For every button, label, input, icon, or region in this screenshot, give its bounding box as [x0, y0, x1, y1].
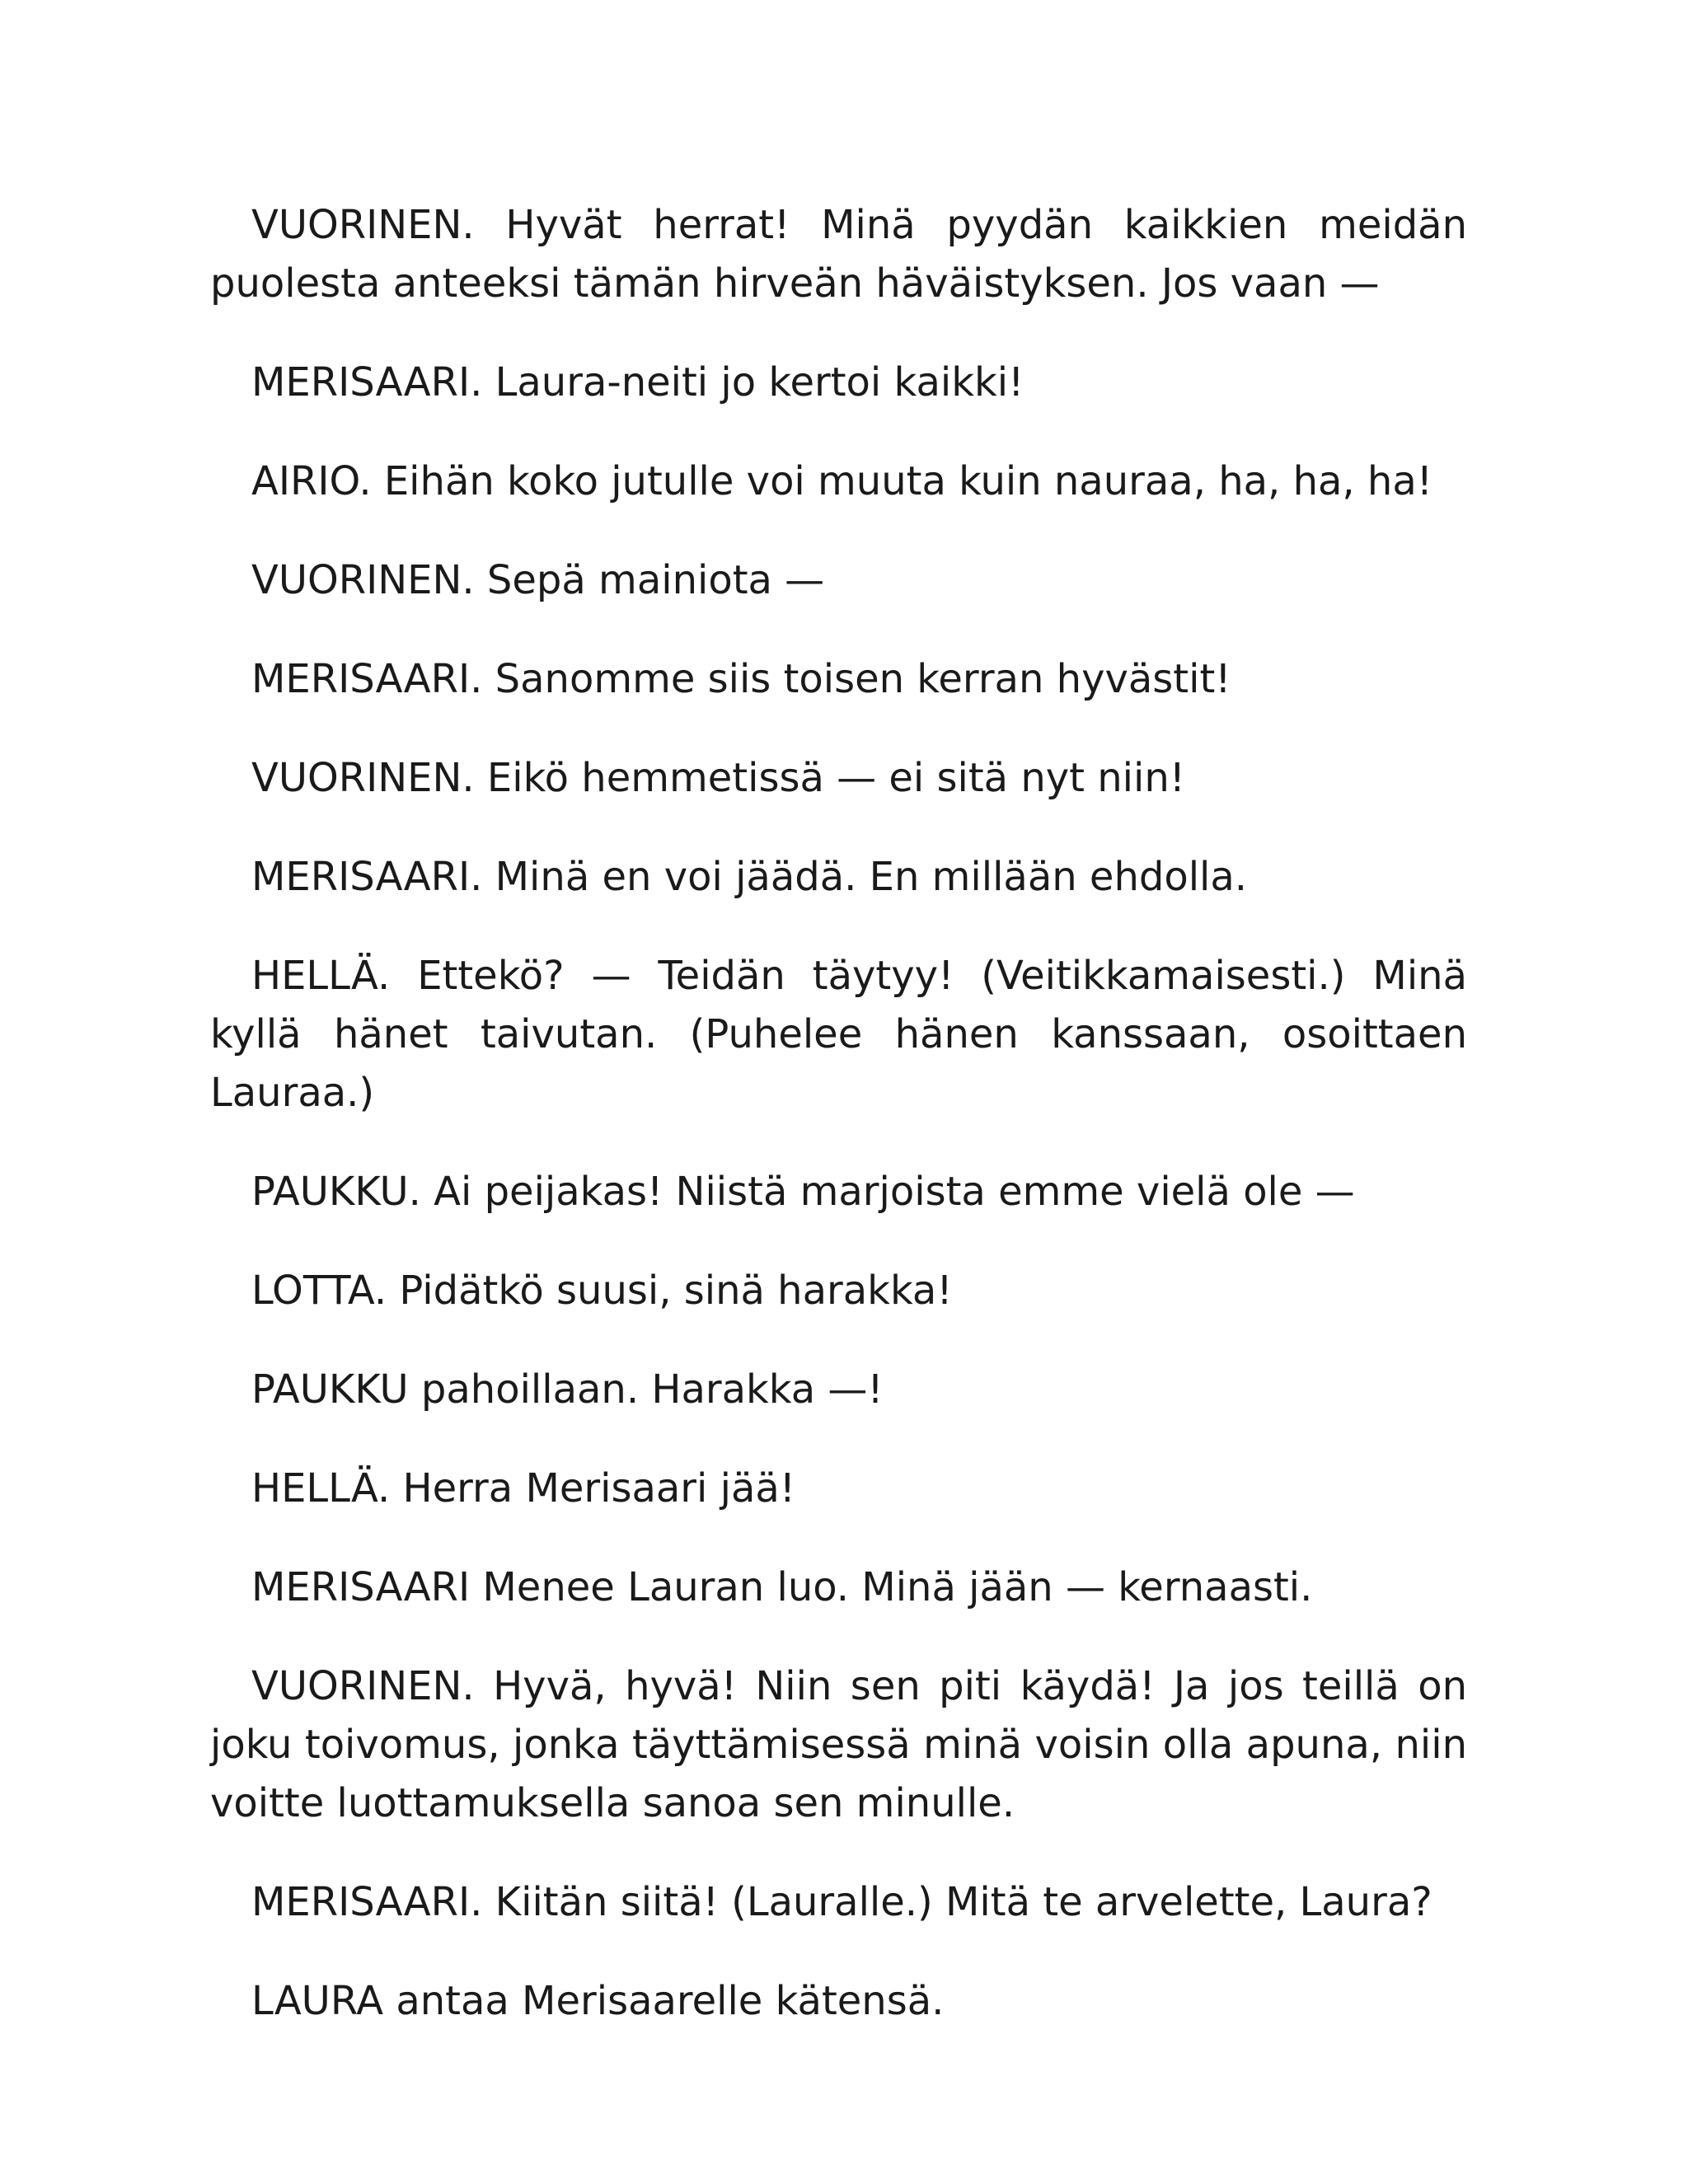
dialogue-paragraph: MERISAARI. Kiitän siitä! (Lauralle.) Mitä te arvelette, Laura?	[251, 1879, 1432, 1925]
dialogue-paragraph: VUORINEN. Hyvä, hyvä! Niin sen piti käydä! Ja jos teillä on joku toivomus, jonka täyttämisessä minä voisin olla apuna, niin voitte luottamuksella sanoa sen minulle.	[210, 1663, 1467, 1826]
dialogue-paragraph: PAUKKU. Ai peijakas! Niistä marjoista emme vielä ole —	[251, 1169, 1355, 1215]
dialogue-paragraph: VUORINEN. Eikö hemmetissä — ei sitä nyt niin!	[251, 755, 1186, 801]
dialogue-paragraph: VUORINEN. Sepä mainiota —	[251, 557, 825, 603]
dialogue-paragraph: LOTTA. Pidätkö suusi, sinä harakka!	[251, 1268, 953, 1314]
dialogue-paragraph: LAURA antaa Merisaarelle kätensä.	[251, 1978, 945, 2024]
dialogue-paragraph: MERISAARI. Sanomme siis toisen kerran hyvästit!	[251, 656, 1231, 702]
dialogue-paragraph: PAUKKU pahoillaan. Harakka —!	[251, 1366, 884, 1413]
dialogue-paragraph: MERISAARI. Minä en voi jäädä. En millään ehdolla.	[251, 854, 1248, 900]
dialogue-paragraph: MERISAARI. Laura-neiti jo kertoi kaikki!	[251, 359, 1025, 405]
dialogue-paragraph: HELLÄ. Ettekö? — Teidän täytyy! (Veitikkamaisesti.) Minä kyllä hänet taivutan. (Puhelee hänen kanssaan, osoittaen Lauraa.)	[210, 953, 1467, 1116]
dialogue-paragraph: VUORINEN. Hyvät herrat! Minä pyydän kaikkien meidän puolesta anteeksi tämän hirveän häväistyksen. Jos vaan —	[210, 202, 1467, 307]
dialogue-paragraph: HELLÄ. Herra Merisaari jää!	[251, 1465, 796, 1511]
dialogue-paragraph: AIRIO. Eihän koko jutulle voi muuta kuin nauraa, ha, ha, ha!	[251, 458, 1432, 504]
dialogue-paragraph: MERISAARI Menee Lauran luo. Minä jään — kernaasti.	[251, 1564, 1313, 1610]
document-page	[210, 196, 1467, 2071]
